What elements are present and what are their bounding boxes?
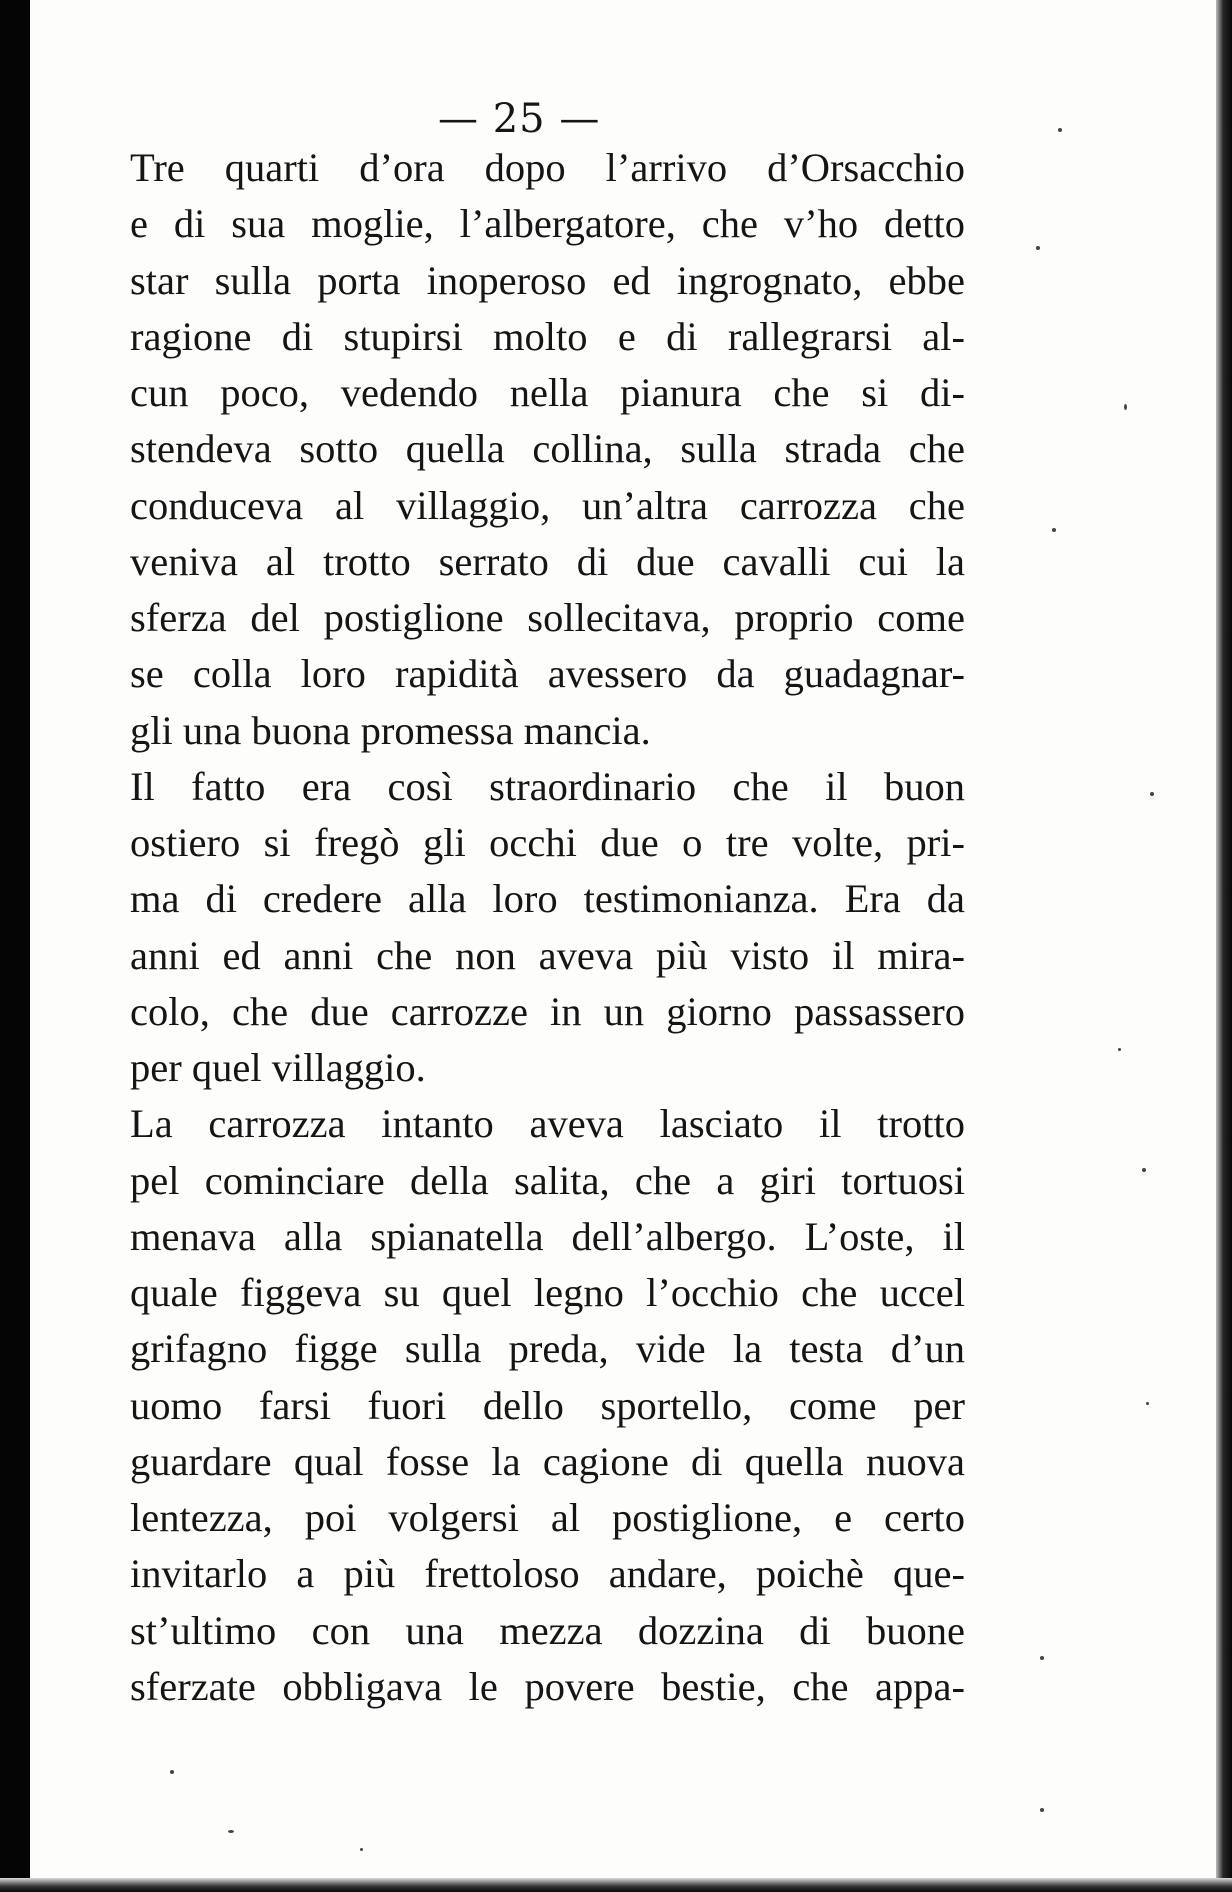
text-line: sferzate obbligava le povere bestie, che appa-: [130, 1663, 965, 1709]
text-line: ostiero si fregò gli occhi due o tre volte, pri-: [130, 820, 965, 865]
text-line: star sulla porta inoperoso ed ingrognato, ebbe: [130, 257, 965, 303]
text-line: menava alla spianatella dell’albergo. L’oste, il: [130, 1213, 965, 1259]
text-line: veniva al trotto serrato di due cavalli cui la: [130, 538, 965, 584]
text-line: colo, che due carrozze in un giorno passassero: [130, 988, 965, 1034]
body-text: [130, 140, 965, 1715]
scan-speck: [1040, 1808, 1044, 1812]
text-line: e di sua moglie, l’albergatore, che v’ho detto: [130, 201, 965, 247]
text-line: per quel villaggio.: [130, 1045, 426, 1090]
text-line: st’ultimo con una mezza dozzina di buone: [130, 1607, 965, 1653]
text-line: ragione di stupirsi molto e di rallegrarsi al-: [130, 313, 965, 359]
scan-speck: [1040, 1656, 1044, 1660]
scan-speck: [1036, 246, 1040, 250]
scan-speck: [360, 1848, 363, 1851]
scan-speck: [1058, 128, 1062, 132]
text-line: ma di credere alla loro testimonianza. Era da: [130, 876, 965, 922]
page-right-edge: [1216, 0, 1232, 1892]
page-number: — 25 —: [438, 96, 601, 142]
scan-speck: [1142, 1168, 1146, 1172]
text-line: sferza del postiglione sollecitava, proprio come: [130, 595, 965, 640]
text-line: Il fatto era così straordinario che il buon: [130, 763, 965, 809]
text-line: uomo farsi fuori dello sportello, come per: [130, 1382, 965, 1428]
page-binding-edge: [0, 0, 30, 1892]
text-line: anni ed anni che non aveva più visto il mira-: [130, 932, 965, 978]
text-line: gli una buona promessa mancia.: [130, 707, 651, 753]
scan-speck: [228, 1830, 234, 1833]
page-bottom-edge: [0, 1878, 1232, 1892]
text-line: conduceva al villaggio, un’altra carrozza che: [130, 482, 965, 528]
scan-speck: [170, 1770, 174, 1774]
text-line: stendeva sotto quella collina, sulla strada che: [130, 426, 965, 472]
scan-speck: [1052, 528, 1056, 532]
text-line: se colla loro rapidità avessero da guadagnar-: [130, 651, 965, 697]
scan-speck: [1118, 1048, 1121, 1051]
text-line: invitarlo a più frettoloso andare, poichè que-: [130, 1551, 965, 1597]
text-line: grifagno figge sulla preda, vide la testa d’un: [130, 1326, 965, 1372]
text-line: guardare qual fosse la cagione di quella nuova: [130, 1438, 965, 1484]
text-line: Tre quarti d’ora dopo l’arrivo d’Orsacchio: [130, 145, 965, 190]
scan-speck: [1124, 404, 1127, 410]
text-line: pel cominciare della salita, che a giri tortuosi: [130, 1157, 965, 1203]
text-line: cun poco, vedendo nella pianura che si di-: [130, 370, 965, 415]
text-line: quale figgeva su quel legno l’occhio che uccel: [130, 1270, 965, 1315]
text-line: La carrozza intanto aveva lasciato il trotto: [130, 1101, 965, 1147]
text-line: lentezza, poi volgersi al postiglione, e certo: [130, 1495, 965, 1540]
scan-speck: [1146, 1402, 1149, 1405]
scan-speck: [1150, 792, 1154, 796]
